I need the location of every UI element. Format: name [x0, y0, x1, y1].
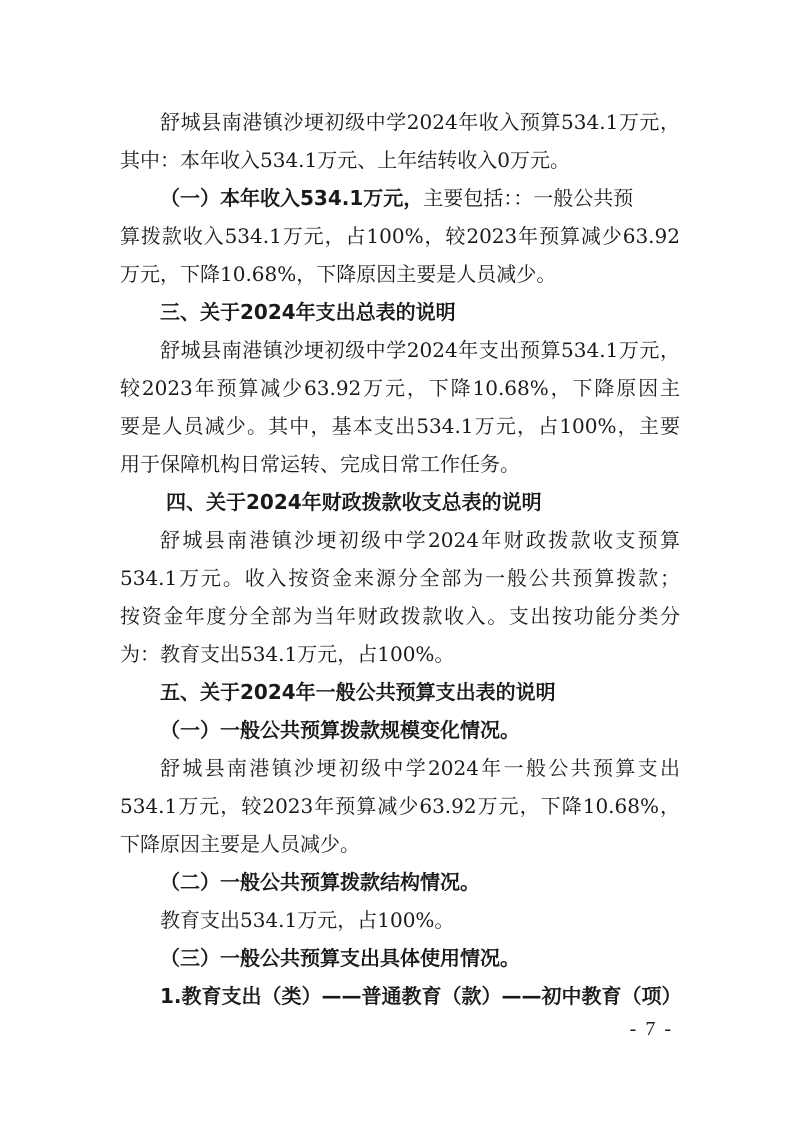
line-text: 要是人员减少。其中，基本支出534.1万元，占100%，主要: [120, 414, 680, 438]
line-text: 按资金年度分全部为当年财政拨款收入。支出按功能分类分: [120, 604, 680, 628]
line-text: 主要包括：：一般公共预: [423, 186, 634, 210]
line-text: 舒城县南港镇沙埂初级中学2024年收入预算534.1万元，: [160, 110, 680, 134]
heading-text: （三）一般公共预算支出具体使用情况。: [160, 946, 520, 970]
section-heading-5: [160, 678, 556, 706]
section-heading-4: [166, 488, 542, 516]
para-line-12: [160, 526, 680, 554]
para-line-15: [120, 640, 454, 668]
line-text: 为：教育支出534.1万元，占100%。: [120, 642, 455, 666]
line-text: 较2023年预算减少63.92万元，下降10.68%，下降原因主: [120, 376, 680, 400]
line-text: 教育支出534.1万元，占100%。: [160, 908, 455, 932]
para-line-14: [120, 602, 680, 630]
para-line-9: [120, 412, 680, 440]
line-text: 舒城县南港镇沙埂初级中学2024年财政拨款收支预算: [160, 528, 680, 552]
heading-text: （一）一般公共预算拨款规模变化情况。: [160, 718, 520, 742]
subsection-heading-1: [160, 716, 520, 744]
heading-text: 三、关于2024年支出总表的说明: [160, 300, 456, 324]
heading-text: 五、关于2024年一般公共预算支出表的说明: [160, 680, 556, 704]
line-text: 534.1万元。收入按资金来源分全部为一般公共预算拨款；: [120, 566, 680, 590]
para-line-7: [160, 336, 680, 364]
page-number: - 7 -: [629, 1018, 673, 1040]
para-line-22: [160, 906, 454, 934]
heading-text: （二）一般公共预算拨款结构情况。: [160, 870, 480, 894]
section-heading-3: [160, 298, 456, 326]
para-line-1: [160, 108, 680, 136]
subsection-heading-inline: （一）本年收入534.1万元，: [160, 186, 424, 210]
para-line-18: [160, 754, 680, 782]
subsection-heading-3: [160, 944, 520, 972]
line-text: 用于保障机构日常运转、完成日常工作任务。: [120, 452, 520, 476]
para-line-13: [120, 564, 680, 592]
para-line-20: [120, 830, 360, 858]
subsection-heading-2: [160, 868, 480, 896]
line-text: 舒城县南港镇沙埂初级中学2024年支出预算534.1万元，: [160, 338, 680, 362]
item-heading-1: [160, 982, 680, 1010]
line-text: 算拨款收入534.1万元，占100%，较2023年预算减少63.92: [120, 224, 680, 248]
para-line-3: [160, 184, 680, 212]
heading-text: 四、关于2024年财政拨款收支总表的说明: [166, 490, 542, 514]
para-line-19: [120, 792, 680, 820]
para-line-8: [120, 374, 680, 402]
line-text: 下降原因主要是人员减少。: [120, 832, 360, 856]
line-text: 万元，下降10.68%，下降原因主要是人员减少。: [120, 262, 557, 286]
heading-text: 1.教育支出（类）——普通教育（款）——初中教育（项）: [160, 984, 682, 1008]
para-line-10: [120, 450, 520, 478]
line-text: 534.1万元，较2023年预算减少63.92万元，下降10.68%，: [120, 794, 680, 818]
line-text: 舒城县南港镇沙埂初级中学2024年一般公共预算支出: [160, 756, 680, 780]
para-line-4: [120, 222, 680, 250]
para-line-2: [120, 146, 570, 174]
line-text: 其中：本年收入534.1万元、上年结转收入0万元。: [120, 148, 570, 172]
para-line-5: [120, 260, 556, 288]
